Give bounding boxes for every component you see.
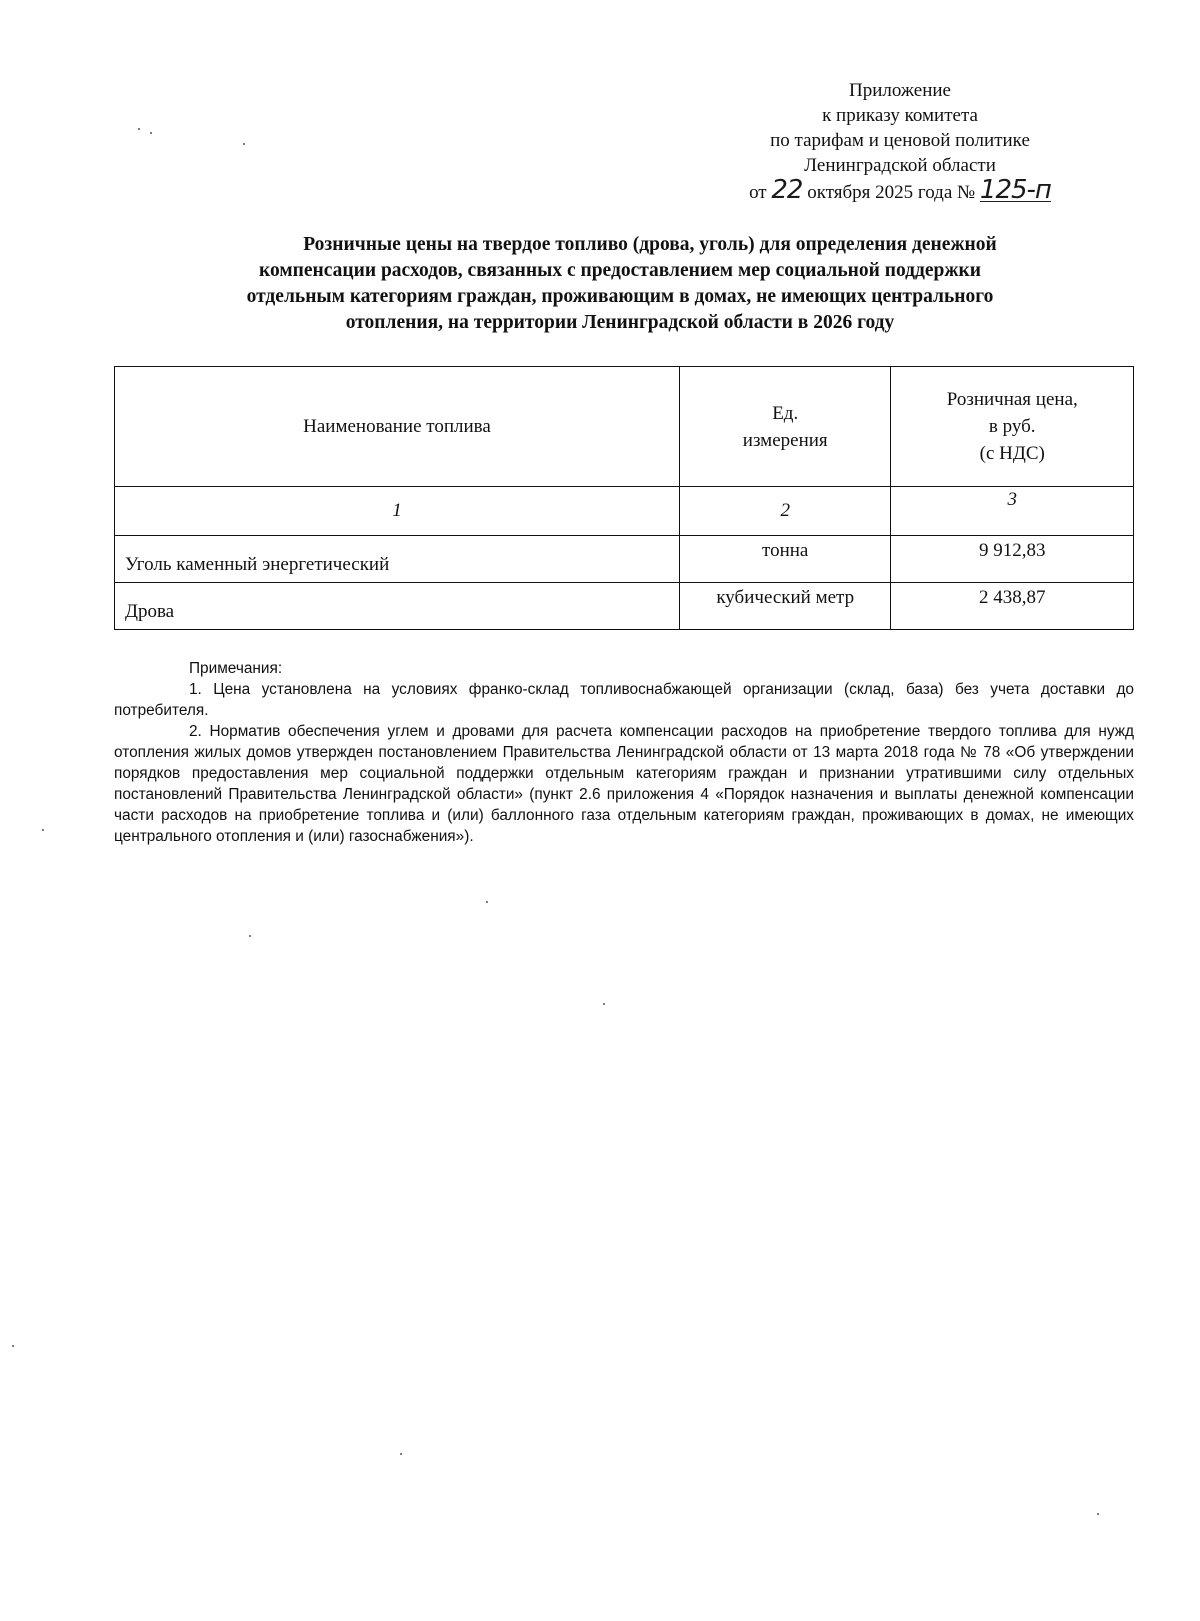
date-prefix: от [749,182,767,203]
column-number-2: 2 [679,487,891,536]
scan-speck [243,143,245,145]
scan-speck [12,1345,14,1347]
document-title [140,232,1100,336]
appendix-header [700,78,1100,205]
header-price-line-2: в руб. [988,416,1036,437]
scan-speck [1097,1513,1099,1515]
notes-heading: Примечания: [189,660,283,677]
header-unit-line-2: измерения [742,429,828,451]
title-line-2: компенсации расходов, связанных с предоставлением мер социальной поддержки [258,260,982,281]
note-item-1: 1. Цена установлена на условиях франко-склад топливоснабжающей организации (склад, база) без учета доставки до потребителя. [114,681,1134,719]
title-line-4: отопления, на территории Ленинградской области в 2026 году [345,312,895,333]
scan-speck [603,1003,605,1005]
title-line-1: Розничные цены на твердое топливо (дрова, уголь) для определения денежной [303,234,997,255]
appendix-date-line [700,175,1100,205]
date-middle: октября 2025 года № [807,182,976,203]
fuel-unit-cell: кубический метр [679,583,891,630]
fuel-price-cell: 2 438,87 [891,583,1134,630]
title-line-3: отдельным категориям граждан, проживающим в домах, не имеющих центрального [246,286,994,307]
scan-speck [138,128,140,130]
scan-speck [249,935,251,937]
notes-section [114,658,1134,847]
header-price-line-3: (с НДС) [979,443,1045,464]
fuel-name-cell: Уголь каменный энергетический [115,536,680,583]
fuel-name-cell: Дрова [115,583,680,630]
handwritten-order-number: 125-п [979,175,1051,205]
handwritten-day: 22 [771,175,803,205]
column-number-1: 1 [115,487,680,536]
appendix-committee: по тарифам и ценовой политике [770,130,1030,151]
header-price [891,367,1134,487]
fuel-unit-cell: тонна [679,536,891,583]
scan-speck [150,132,152,134]
fuel-price-cell: 9 912,83 [891,536,1134,583]
appendix-label: Приложение [849,80,951,101]
table-header-row [115,367,1134,487]
scan-speck [486,901,488,903]
appendix-order-ref: к приказу комитета [822,105,978,126]
note-item-2: 2. Норматив обеспечения углем и дровами для расчета компенсации расходов на приобретение твердого топлива для нужд отопления жилых домов утвержден постановлением Правительства Ленинградской области от 13 марта 2018 года № 78 «Об утверждении порядков предоставления мер социальной поддержки отдельным категориям граждан и признании утратившими силу отдельных постановлений Правительства Ленинградской области» (пункт 2.6 приложения 4 «Порядок назначения и выплаты денежной компенсации части расходов на приобретение топлива и (или) баллонного газа отдельным категориям граждан, проживающих в домах, не имеющих центрального отопления и (или) газоснабжения»). [114,723,1134,845]
appendix-region: Ленинградской области [804,155,996,176]
header-unit [679,367,891,487]
fuel-price-table [114,366,1134,630]
table-row [115,583,1134,630]
header-unit-line-1: Ед. [772,402,799,424]
column-number-3: 3 [891,487,1134,536]
scan-speck [42,829,44,831]
table-row [115,536,1134,583]
header-price-line-1: Розничная цена, [946,389,1078,410]
header-fuel-name: Наименование топлива [115,367,680,487]
column-number-row [115,487,1134,536]
scan-speck [400,1453,402,1455]
